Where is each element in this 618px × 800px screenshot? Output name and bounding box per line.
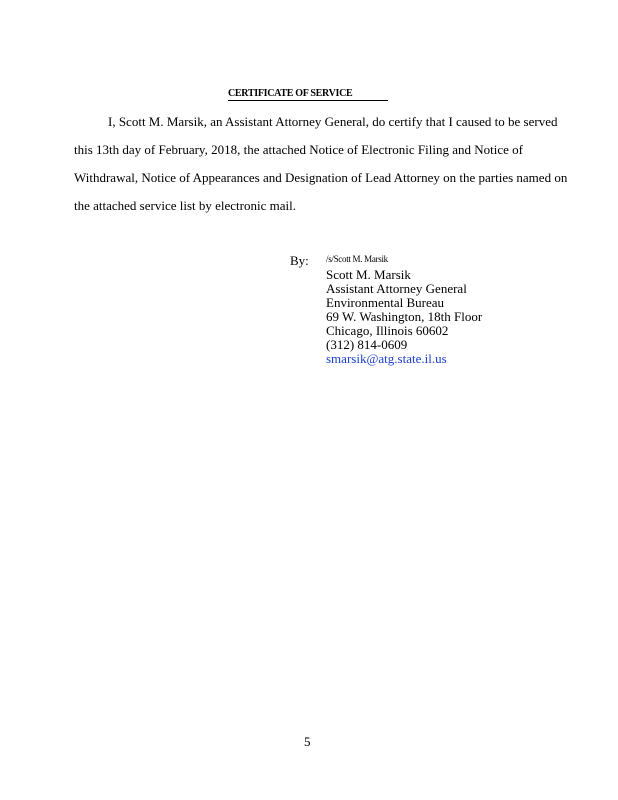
electronic-signature: /s/Scott M. Marsik <box>326 254 388 264</box>
signer-phone: (312) 814-0609 <box>326 337 408 352</box>
signer-city: Chicago, Illinois 60602 <box>326 323 449 338</box>
signer-title: Assistant Attorney General <box>326 281 467 296</box>
signer-bureau: Environmental Bureau <box>326 295 445 310</box>
signer-email-link[interactable]: smarsik@atg.state.il.us <box>326 351 447 366</box>
body-line-1: I, Scott M. Marsik, an Assistant Attorney General, do certify that I caused to be served <box>108 114 558 129</box>
body-line-2: this 13th day of February, 2018, the attached Notice of Electronic Filing and Notice of <box>74 142 523 157</box>
by-label: By: <box>290 253 309 268</box>
certificate-heading: CERTIFICATE OF SERVICE <box>228 88 388 101</box>
signer-address: 69 W. Washington, 18th Floor <box>326 309 483 324</box>
signer-name: Scott M. Marsik <box>326 267 411 282</box>
signature-block <box>326 268 482 366</box>
body-line-4: the attached service list by electronic mail. <box>74 198 296 213</box>
body-line-3: Withdrawal, Notice of Appearances and Designation of Lead Attorney on the parties named on <box>74 170 568 185</box>
page-number: 5 <box>304 734 311 749</box>
